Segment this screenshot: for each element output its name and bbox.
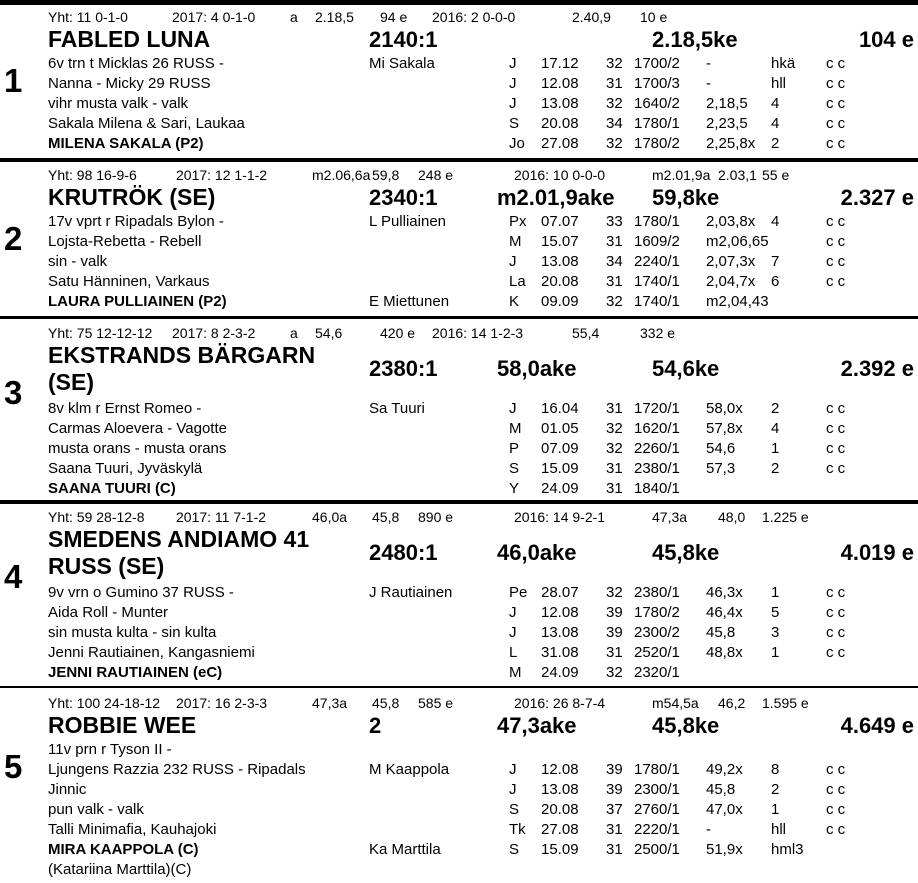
horse-name[interactable]: EKSTRANDS BÄRGARN [48,342,316,368]
best-record: 47,3ake [497,713,577,738]
start-record-cell: 1780/2 [634,135,680,152]
start-record-cell: 2,18,5 [706,95,748,112]
horse-info-line: 6v trn t Micklas 26 RUSS - [48,55,224,72]
start-record-cell: J [509,55,517,72]
start-record-cell: 15.07 [541,233,579,250]
start-record-cell: 31 [606,480,623,497]
career-stat: 48,0 [718,509,746,525]
career-stat: 2.18,5 [315,9,354,25]
horse-info-line: JENNI RAUTIAINEN (eC) [48,664,223,681]
career-stat: 248 e [418,167,454,183]
horse-info-line: sin - valk [48,253,108,270]
career-stat: 45,8 [372,695,400,711]
career-stat: Yht: 11 0-1-0 [48,9,128,25]
career-stat: m54,5a [652,695,699,711]
career-stat: m2.06,6a [312,167,371,183]
start-record-cell: 57,3 [706,460,736,477]
start-record-cell: Tk [509,821,526,838]
horse-name[interactable]: (SE) [48,369,94,395]
start-record-cell: 2,03,8x [706,213,756,230]
career-stat: 10 e [640,9,668,25]
start-record-cell: 32 [606,440,623,457]
start-record-cell: 2,04,7x [706,273,756,290]
start-record-cell: c c [826,420,846,437]
start-record-cell: m2,04,43 [706,293,769,310]
entry-divider [0,686,918,688]
start-record-cell: c c [826,644,846,661]
horse-info-line: vihr musta valk - valk [48,95,189,112]
entry-divider [0,500,918,504]
best-record: 58,0ake [497,356,577,381]
start-record-cell: S [509,460,520,477]
entry-divider [0,0,918,5]
start-record-cell: c c [826,400,846,417]
start-record-cell: 20.08 [541,801,579,818]
start-record-cell: 8 [771,761,780,778]
horse-info-line: Talli Minimafia, Kauhajoki [48,821,217,838]
start-record-cell: c c [826,781,846,798]
horse-info-line: LAURA PULLIAINEN (P2) [48,293,227,310]
career-stat: 332 e [640,325,676,341]
start-number: 4 [4,558,23,595]
start-record-cell: 1 [771,584,780,601]
start-record-cell: 39 [606,781,623,798]
career-stat: Yht: 100 24-18-12 [48,695,161,711]
start-record-cell: 2500/1 [634,841,680,858]
start-record-cell: 07.07 [541,213,579,230]
horse-info-line: (Katariina Marttila)(C) [48,861,192,878]
start-record-cell: 27.08 [541,821,579,838]
start-record-cell: 1 [771,644,780,661]
start-number: 1 [4,62,23,99]
start-number: 2 [4,220,23,257]
start-record-cell: J [509,781,517,798]
start-record-cell: c c [826,115,846,132]
start-record-cell: 31 [606,644,623,661]
start-record-cell: M [509,420,522,437]
start-record-cell: c c [826,233,846,250]
career-stat: 47,3a [652,509,688,525]
horse-info-line: Sakala Milena & Sari, Laukaa [48,115,245,132]
horse-entry [0,686,918,883]
career-stat: 2.40,9 [572,9,611,25]
start-record-cell: 32 [606,584,623,601]
start-number: 5 [4,748,23,785]
career-stat: 94 e [380,9,408,25]
start-record-cell: 1700/2 [634,55,680,72]
career-stat: 2017: 12 1-1-2 [176,167,268,183]
start-record-cell: 2380/1 [634,584,680,601]
start-record-cell: c c [826,253,846,270]
start-record-cell: 2 [771,135,780,152]
career-stat: 46,2 [718,695,746,711]
start-record-cell: 24.09 [541,664,579,681]
start-record-cell: 2 [771,781,780,798]
start-record-cell: 34 [606,253,623,270]
start-record-cell: 46,3x [706,584,743,601]
start-record-cell: 07.09 [541,440,579,457]
career-stat: 2016: 14 9-2-1 [514,509,606,525]
horse-info-line: Lojsta-Rebetta - Rebell [48,233,202,250]
start-record-cell: 28.07 [541,584,579,601]
start-record-cell: c c [826,75,846,92]
start-record-cell: c c [826,761,846,778]
start-record-cell: 17.12 [541,55,579,72]
start-record-cell: 12.08 [541,604,579,621]
horse-info-line: musta orans - musta orans [48,440,227,457]
horse-name[interactable]: RUSS (SE) [48,553,165,579]
start-record-cell: 1609/2 [634,233,680,250]
race-distance: 2 [369,713,382,738]
start-record-cell: 1700/3 [634,75,680,92]
start-record-cell: 31 [606,841,623,858]
total-earnings: 4.019 e [840,540,914,565]
trainer-name: J Rautiainen [369,584,453,601]
start-record-cell: 32 [606,55,623,72]
start-record-cell: J [509,624,517,641]
start-record-cell: - [706,821,711,838]
horse-info-line: Ljungens Razzia 232 RUSS - Ripadals [48,761,306,778]
horse-info-line: 17v vprt r Ripadals Bylon - [48,213,224,230]
start-record-cell: 1780/1 [634,115,680,132]
start-record-cell: 01.05 [541,420,579,437]
trainer-name: Sa Tuuri [369,400,425,417]
entry-divider [0,158,918,162]
start-record-cell: 32 [606,135,623,152]
career-stat: 1.595 e [762,695,809,711]
start-record-cell: c c [826,440,846,457]
start-record-cell: c c [826,801,846,818]
career-stat: 2.03,1 [718,167,757,183]
start-record-cell: 2220/1 [634,821,680,838]
start-record-cell: 1740/1 [634,273,680,290]
start-record-cell: 20.08 [541,115,579,132]
start-record-cell: hml3 [771,841,804,858]
start-record-cell: 58,0x [706,400,743,417]
start-record-cell: 24.09 [541,480,579,497]
horse-info-line: 8v klm r Ernst Romeo - [48,400,202,417]
start-record-cell: 2,25,8x [706,135,756,152]
start-record-cell: 4 [771,115,780,132]
start-record-cell: c c [826,213,846,230]
career-stat: m2.01,9a [652,167,711,183]
start-record-cell: c c [826,460,846,477]
career-stat: 890 e [418,509,454,525]
start-record-cell: c c [826,584,846,601]
horse-info-line: Nanna - Micky 29 RUSS [48,75,211,92]
horse-name[interactable]: KRUTRÖK (SE) [48,184,216,210]
start-record-cell: 46,4x [706,604,743,621]
start-record-cell: hll [771,821,787,838]
start-record-cell: 31 [606,75,623,92]
start-record-cell: 6 [771,273,780,290]
start-record-cell: 5 [771,604,780,621]
start-record-cell: 34 [606,115,623,132]
race-distance: 2380:1 [369,356,438,381]
career-stat: 59,8 [372,167,400,183]
start-record-cell: 31 [606,400,623,417]
horse-info-line: 9v vrn o Gumino 37 RUSS - [48,584,234,601]
start-record-cell: 12.08 [541,75,579,92]
trainer-name: Ka Marttila [369,841,441,858]
start-record-cell: 1620/1 [634,420,680,437]
horse-name[interactable]: SMEDENS ANDIAMO 41 [48,526,310,552]
season-record: 59,8ke [652,185,720,210]
start-record-cell: 57,8x [706,420,743,437]
career-stat: 55 e [762,167,790,183]
start-record-cell: J [509,253,517,270]
start-record-cell: Pe [509,584,528,601]
start-record-cell: c c [826,624,846,641]
start-record-cell: P [509,440,520,457]
start-record-cell: 16.04 [541,400,579,417]
start-record-cell: 31 [606,821,623,838]
start-record-cell: c c [826,95,846,112]
start-record-cell: 2,23,5 [706,115,748,132]
start-record-cell: hkä [771,55,796,72]
start-record-cell: 2300/1 [634,781,680,798]
start-record-cell: 48,8x [706,644,743,661]
start-record-cell: 32 [606,95,623,112]
start-record-cell: S [509,841,520,858]
start-record-cell: 2260/1 [634,440,680,457]
career-stat: 54,6 [315,325,343,341]
start-record-cell: 51,9x [706,841,743,858]
horse-info-line: Jinnic [48,781,87,798]
career-stat: 2016: 2 0-0-0 [432,9,516,25]
start-record-cell: 49,2x [706,761,743,778]
start-record-cell: 2 [771,400,780,417]
start-record-cell: 45,8 [706,781,736,798]
start-record-cell: hll [771,75,787,92]
horse-entry [0,500,918,686]
horse-info-line: Carmas Aloevera - Vagotte [48,420,227,437]
horse-name[interactable]: FABLED LUNA [48,26,211,52]
start-record-cell: 13.08 [541,253,579,270]
start-record-cell: 12.08 [541,761,579,778]
start-record-cell: 1780/1 [634,213,680,230]
season-record: 2.18,5ke [652,27,738,52]
start-record-cell: J [509,75,517,92]
start-record-cell: 39 [606,624,623,641]
start-record-cell: J [509,604,517,621]
start-record-cell: 1 [771,440,780,457]
start-record-cell: 2300/2 [634,624,680,641]
career-stat: 47,3a [312,695,348,711]
total-earnings: 2.327 e [840,185,914,210]
start-record-cell: 1780/1 [634,761,680,778]
horse-info-line: Jenni Rautiainen, Kangasniemi [48,644,255,661]
career-stat: 2017: 16 2-3-3 [176,695,268,711]
horse-info-line: Saana Tuuri, Jyväskylä [48,460,203,477]
horse-entry [0,0,918,158]
start-record-cell: 31 [606,273,623,290]
start-record-cell: 2380/1 [634,460,680,477]
start-record-cell: La [509,273,526,290]
best-record: m2.01,9ake [497,185,615,210]
start-record-cell: 33 [606,213,623,230]
start-record-cell: 4 [771,213,780,230]
race-distance: 2480:1 [369,540,438,565]
start-record-cell: M [509,233,522,250]
trainer-name: M Kaappola [369,761,450,778]
best-record: 46,0ake [497,540,577,565]
entry-divider [0,316,918,319]
career-stat: a [290,9,298,25]
start-record-cell: 15.09 [541,460,579,477]
start-record-cell: S [509,801,520,818]
start-record-cell: L [509,644,518,661]
horse-info-line: Aida Roll - Munter [48,604,169,621]
start-record-cell: S [509,115,520,132]
start-record-cell: K [509,293,520,310]
career-stat: 420 e [380,325,416,341]
career-stat: 45,8 [372,509,400,525]
total-earnings: 104 e [858,27,914,52]
start-record-cell: 4 [771,420,780,437]
career-stat: a [290,325,298,341]
career-stat: 585 e [418,695,454,711]
career-stat: 2017: 4 0-1-0 [172,9,256,25]
start-record-cell: 2760/1 [634,801,680,818]
start-record-cell: 1640/2 [634,95,680,112]
career-stat: 1.225 e [762,509,809,525]
start-record-cell: Px [509,213,527,230]
season-record: 45,8ke [652,540,720,565]
start-record-cell: Y [509,480,520,497]
career-stat: 55,4 [572,325,600,341]
start-record-cell: 31 [606,460,623,477]
total-earnings: 4.649 e [840,713,914,738]
start-record-cell: c c [826,55,846,72]
start-record-cell: 32 [606,420,623,437]
career-stat: 2017: 8 2-3-2 [172,325,256,341]
horse-entry [0,158,918,316]
trainer-name: E Miettunen [369,293,450,310]
start-record-cell: 20.08 [541,273,579,290]
career-stat: Yht: 59 28-12-8 [48,509,145,525]
start-record-cell: 32 [606,293,623,310]
horse-name[interactable]: ROBBIE WEE [48,712,197,738]
horse-info-line: pun valk - valk [48,801,144,818]
start-record-cell: 09.09 [541,293,579,310]
start-record-cell: 2320/1 [634,664,680,681]
start-record-cell: 2,07,3x [706,253,756,270]
start-number: 3 [4,374,23,411]
start-record-cell: c c [826,135,846,152]
career-stat: Yht: 98 16-9-6 [48,167,137,183]
start-record-cell: 7 [771,253,780,270]
race-distance: 2340:1 [369,185,438,210]
start-record-cell: 2240/1 [634,253,680,270]
career-stat: 46,0a [312,509,348,525]
start-record-cell: M [509,664,522,681]
career-stat: 2016: 26 8-7-4 [514,695,606,711]
horse-info-line: SAANA TUURI (C) [48,480,176,497]
race-distance: 2140:1 [369,27,438,52]
start-record-cell: 13.08 [541,624,579,641]
start-record-cell: 15.09 [541,841,579,858]
career-stat: 2016: 10 0-0-0 [514,167,606,183]
horse-info-line: MILENA SAKALA (P2) [48,135,204,152]
start-record-cell: - [706,55,711,72]
horse-info-line: MIRA KAAPPOLA (C) [48,841,199,858]
start-record-cell: 2 [771,460,780,477]
trainer-name: L Pulliainen [369,213,446,230]
start-record-cell: Jo [509,135,525,152]
season-record: 54,6ke [652,356,720,381]
start-record-cell: c c [826,273,846,290]
start-record-cell: 13.08 [541,781,579,798]
season-record: 45,8ke [652,713,720,738]
start-record-cell: m2,06,65 [706,233,769,250]
start-record-cell: c c [826,604,846,621]
career-stat: 2016: 14 1-2-3 [432,325,524,341]
horse-info-line: sin musta kulta - sin kulta [48,624,217,641]
career-stat: Yht: 75 12-12-12 [48,325,153,341]
start-record-cell: 1740/1 [634,293,680,310]
start-record-cell: 13.08 [541,95,579,112]
start-record-cell: 3 [771,624,780,641]
start-record-cell: J [509,761,517,778]
horse-info-line: 11v prn r Tyson II - [48,741,172,758]
start-record-cell: 39 [606,604,623,621]
trainer-name: Mi Sakala [369,55,435,72]
start-record-cell: 54,6 [706,440,736,457]
start-record-cell: J [509,95,517,112]
start-record-cell: c c [826,821,846,838]
start-record-cell: 27.08 [541,135,579,152]
start-record-cell: 31.08 [541,644,579,661]
start-record-cell: 31 [606,233,623,250]
start-record-cell: 47,0x [706,801,743,818]
start-record-cell: 39 [606,761,623,778]
start-record-cell: 45,8 [706,624,736,641]
start-record-cell: 1720/1 [634,400,680,417]
start-record-cell: 4 [771,95,780,112]
horse-info-line: Satu Hänninen, Varkaus [48,273,210,290]
start-record-cell: 1 [771,801,780,818]
start-record-cell: 2520/1 [634,644,680,661]
start-record-cell: 1840/1 [634,480,680,497]
start-record-cell: J [509,400,517,417]
total-earnings: 2.392 e [840,356,914,381]
start-record-cell: 32 [606,664,623,681]
start-record-cell: 1780/2 [634,604,680,621]
career-stat: 2017: 11 7-1-2 [176,509,267,525]
start-record-cell: - [706,75,711,92]
start-record-cell: 37 [606,801,623,818]
horse-entry [0,316,918,500]
